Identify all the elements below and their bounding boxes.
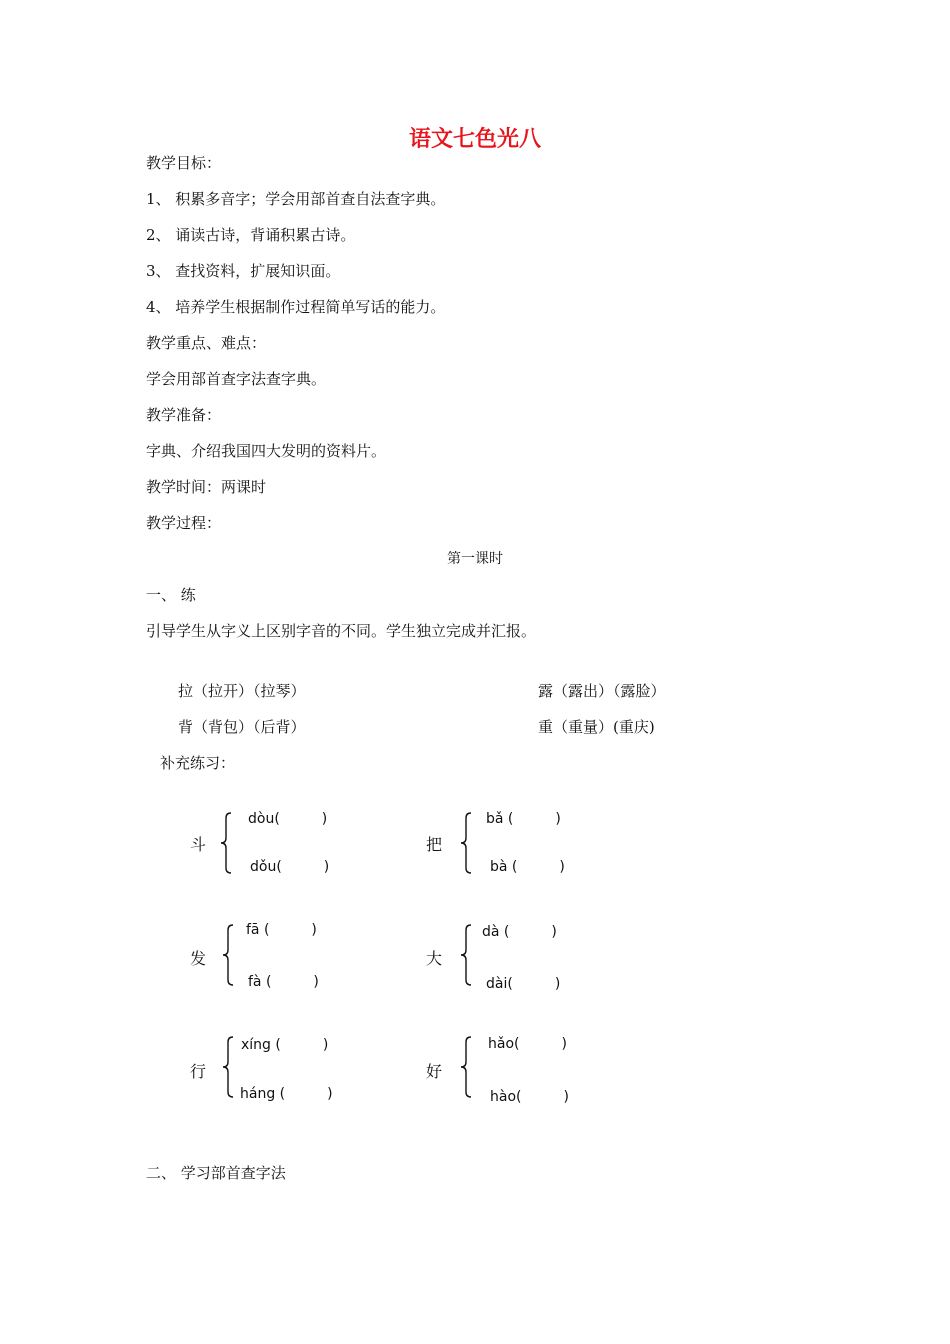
key-points-heading: 教学重点、难点： [146, 334, 267, 352]
goal-item-1: 1、 积累多音字；学会用部首查自法查字典。 [146, 190, 446, 208]
prep-text: 字典、介绍我国四大发明的资料片。 [146, 442, 387, 460]
pinyin-bottom: háng ( ) [240, 1086, 333, 1102]
pair-zhong: 重（重量）(重庆) [538, 718, 655, 736]
key-points-text: 学会用部首查字法查字典。 [146, 370, 327, 388]
brace-icon [460, 812, 472, 874]
brace-icon [220, 812, 232, 874]
pinyin-top: fā ( ) [246, 922, 317, 938]
exercise-char: 把 [426, 835, 443, 854]
exercise-char: 发 [190, 949, 207, 968]
supplement-heading: 补充练习： [160, 754, 236, 772]
goal-item-4: 4、 培养学生根据制作过程简单写话的能力。 [146, 298, 446, 316]
pinyin-bottom: hào( ) [490, 1089, 569, 1105]
pinyin-bottom: fà ( ) [248, 974, 319, 990]
brace-icon [460, 1036, 472, 1098]
pinyin-top: bǎ ( ) [486, 811, 561, 827]
brace-icon [222, 924, 234, 986]
exercise-char: 大 [426, 949, 443, 968]
goals-heading: 教学目标： [146, 154, 222, 172]
lesson-title: 第一课时 [447, 551, 503, 567]
goal-item-3: 3、 查找资料，扩展知识面。 [146, 262, 341, 280]
time-text: 教学时间：两课时 [146, 478, 267, 496]
process-heading: 教学过程： [146, 514, 222, 532]
goal-item-2: 2、 诵读古诗，背诵积累古诗。 [146, 226, 356, 244]
document-title: 语文七色光八 [408, 126, 541, 152]
section-1-text: 引导学生从字义上区别字音的不同。学生独立完成并汇报。 [146, 622, 537, 640]
pair-la: 拉（拉开）（拉琴） [178, 682, 306, 700]
exercise-char: 行 [190, 1062, 207, 1081]
prep-heading: 教学准备： [146, 406, 222, 424]
pinyin-bottom: dài( ) [486, 976, 561, 992]
pinyin-top: dòu( ) [248, 811, 328, 827]
brace-icon [222, 1036, 234, 1098]
pinyin-bottom: bà ( ) [490, 859, 565, 875]
pair-bei: 背（背包）（后背） [178, 718, 306, 736]
pinyin-top: dà ( ) [482, 924, 557, 940]
pair-lu: 露（露出）（露脸） [538, 682, 666, 700]
section-1-heading: 一、 练 [146, 586, 196, 604]
exercise-char: 斗 [190, 835, 207, 854]
exercise-char: 好 [426, 1062, 443, 1081]
pinyin-bottom: dǒu( ) [250, 859, 330, 875]
pinyin-top: hǎo( ) [488, 1036, 567, 1052]
brace-icon [460, 924, 472, 986]
section-2-heading: 二、 学习部首查字法 [146, 1164, 286, 1182]
pinyin-top: xíng ( ) [241, 1037, 329, 1053]
